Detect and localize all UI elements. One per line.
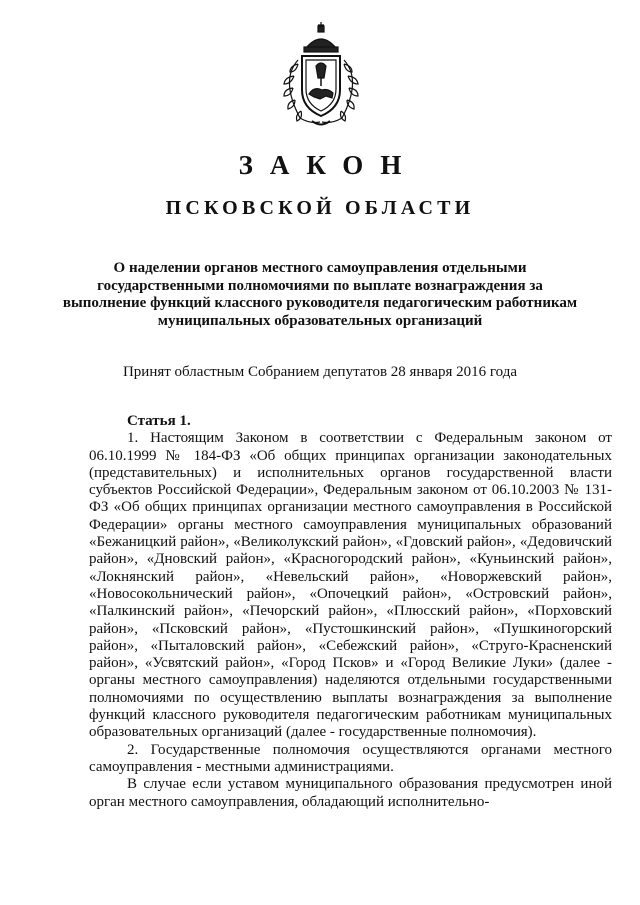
article-body — [89, 413, 612, 811]
paragraph: 1. Настоящим Законом в соответствии с Федеральным законом от 06.10.1999 № 184-ФЗ «Об общих принципах организации законодательных (представительных) и исполнительных органов государственной власти субъектов Российской Федерации», Федеральным законом от 06.10.2003 № 131-ФЗ «Об общих принципах организации местного самоуправления в Российской Федерации» органы местного самоуправления муниципальных образований «Бежаницкий район», «Великолукский район», «Гдовский район», «Дедовичский район», «Дновский район», «Красногородский район», «Куньинский район», «Локнянский район», «Невельский район», «Новоржевский район», «Новосокольнический район», «Опочецкий район», «Островский район», «Палкинский район», «Печорский район», «Плюсский район», «Порховский район», «Псковский район», «Пустошкинский район», «Пушкиногорский район», «Пыталовский район», «Себежский район», «Струго-Красненский район», «Усвятский район», «Город Псков» и «Город Великие Луки» (далее - органы местного самоуправления) наделяются отдельными государственными полномочиями по осуществлению выплаты вознаграждения за выполнение функций классного руководителя педагогическим работникам муниципальных образовательных организаций (далее - государственные полномочия). — [89, 430, 612, 741]
paragraph: В случае если уставом муниципального образования предусмотрен иной орган местного самоуправления, обладающий исполнительно- — [89, 776, 612, 810]
law-subject: О наделении органов местного самоуправления отдельными государственными полномочиями по выплате вознаграждения за выполнение функций классного руководителя педагогическим работникам муниципальных образовательных организаций — [62, 260, 578, 329]
article-title: Статья 1. — [127, 413, 191, 429]
pskov-coat-of-arms-icon — [262, 20, 380, 130]
law-title: ЗАКОН — [238, 150, 419, 180]
paragraph: 2. Государственные полномочия осуществляются органами местного самоуправления - местными администрациями. — [89, 741, 612, 775]
adoption-line: Принят областным Собранием депутатов 28 января 2016 года — [122, 364, 518, 380]
region-title: ПСКОВСКОЙ ОБЛАСТИ — [165, 197, 475, 219]
